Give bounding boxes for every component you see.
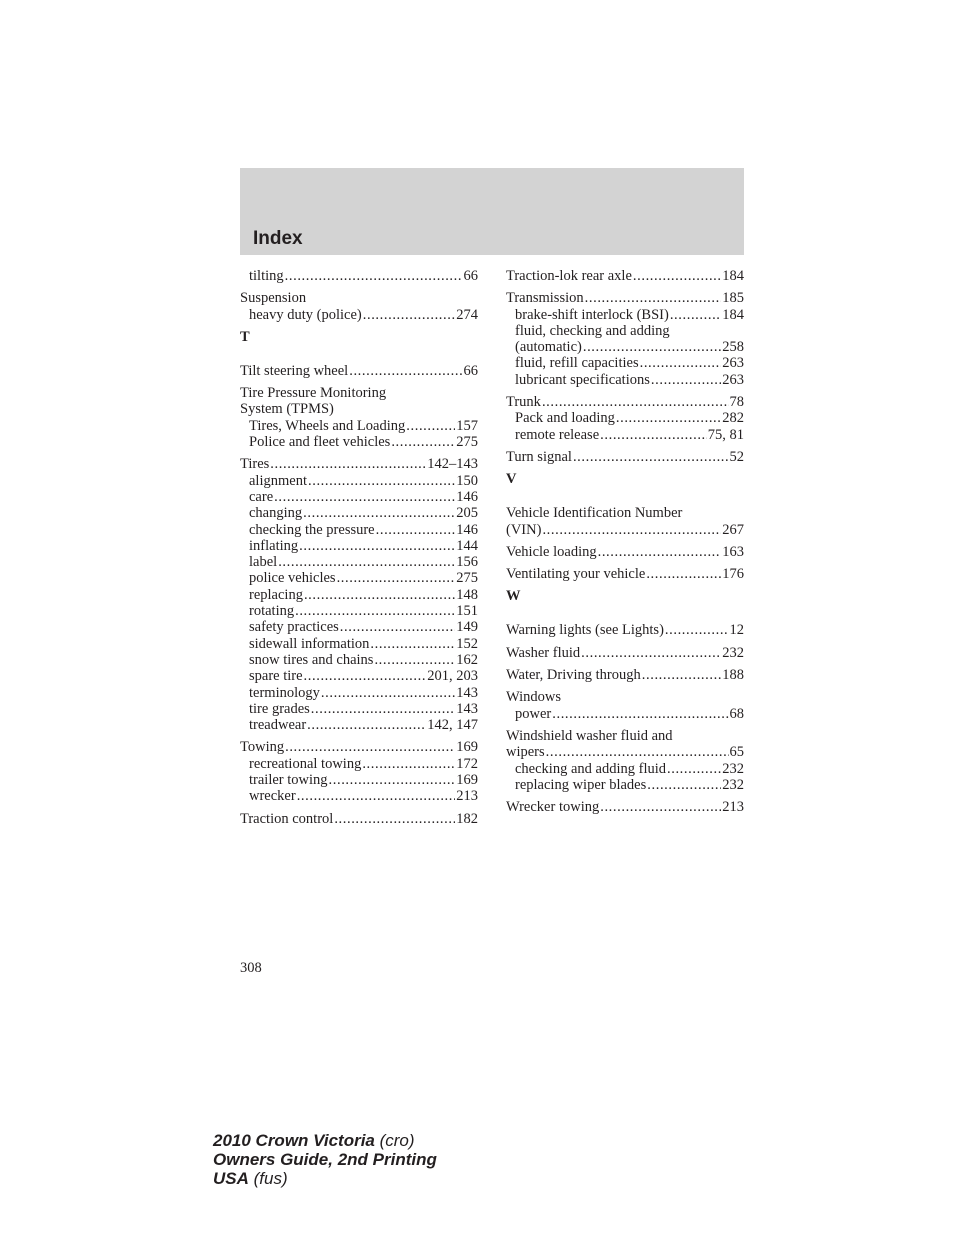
dot-leader — [667, 761, 721, 777]
index-term-line — [240, 290, 478, 306]
dot-leader — [616, 410, 721, 426]
index-page-ref: 169 — [456, 772, 478, 789]
index-page-ref: 157 — [456, 417, 478, 434]
index-page-ref: 150 — [456, 472, 478, 489]
index-page-ref: 172 — [456, 755, 478, 772]
index-term-line — [506, 268, 744, 284]
index-page-ref: 143 — [456, 700, 478, 717]
index-term: Transmission — [506, 290, 584, 307]
dot-leader — [391, 434, 455, 450]
index-term: Vehicle loading — [506, 543, 597, 560]
index-subentry — [240, 418, 478, 434]
index-subentry — [240, 473, 478, 489]
index-subentry — [240, 554, 478, 570]
index-term: Windshield washer fluid and — [506, 727, 673, 744]
index-term-line — [506, 566, 744, 582]
index-term: safety practices — [249, 619, 339, 636]
index-subentry — [240, 522, 478, 538]
index-entry — [506, 268, 744, 284]
index-page-ref: 275 — [456, 434, 478, 451]
index-subentry — [506, 761, 744, 777]
index-term-line — [240, 385, 478, 401]
index-term: snow tires and chains — [249, 651, 374, 668]
index-entry — [506, 622, 744, 638]
index-page-ref: 232 — [722, 760, 744, 777]
index-term-line — [240, 811, 478, 827]
index-term-line — [506, 667, 744, 683]
dot-leader — [585, 290, 722, 306]
index-term-line — [506, 622, 744, 638]
index-page-ref: 263 — [722, 355, 744, 372]
index-term: checking the pressure — [249, 521, 375, 538]
index-page-ref: 156 — [456, 554, 478, 571]
index-page-ref: 275 — [456, 570, 478, 587]
footer-guide: Owners Guide, 2nd Printing — [213, 1150, 437, 1169]
index-entry — [240, 268, 478, 284]
index-subentry — [240, 701, 478, 717]
index-page-ref: 176 — [722, 566, 744, 583]
dot-leader — [307, 717, 426, 733]
dot-leader — [299, 538, 455, 554]
index-subentry — [240, 772, 478, 788]
index-page-ref: 146 — [456, 521, 478, 538]
dot-leader — [670, 307, 721, 323]
index-page-ref: 78 — [729, 394, 744, 411]
dot-leader — [270, 456, 426, 472]
index-term: (automatic) — [515, 339, 582, 356]
index-entry — [506, 728, 744, 793]
dot-leader — [308, 473, 455, 489]
index-entry — [240, 290, 478, 323]
dot-leader — [651, 372, 721, 388]
index-subentry — [240, 756, 478, 772]
index-page-ref: 68 — [729, 705, 744, 722]
index-term: sidewall information — [249, 635, 370, 652]
index-subentry — [240, 307, 478, 323]
dot-leader — [311, 701, 455, 717]
index-term: checking and adding fluid — [515, 760, 666, 777]
index-term: Wrecker towing — [506, 799, 600, 816]
index-page-ref: 258 — [722, 339, 744, 356]
index-subentry — [506, 372, 744, 388]
index-entry — [506, 799, 744, 815]
footer-market-code: (fus) — [248, 1169, 288, 1188]
index-term: alignment — [249, 472, 307, 489]
index-entry — [240, 385, 478, 450]
index-subentry — [240, 505, 478, 521]
index-entry — [506, 544, 744, 560]
index-page-ref: 149 — [456, 619, 478, 636]
index-term: terminology — [249, 684, 320, 701]
index-page-ref: 142, 147 — [427, 717, 478, 734]
index-term-line — [506, 505, 744, 521]
index-subentry — [506, 323, 744, 339]
index-term: Traction-lok rear axle — [506, 268, 632, 284]
index-subentry — [506, 410, 744, 426]
index-page-ref: 142–143 — [427, 456, 478, 473]
dot-leader — [376, 522, 456, 538]
index-entry — [240, 363, 478, 379]
index-column-right — [506, 268, 744, 821]
index-letter-heading: W — [506, 588, 521, 605]
index-letter-heading: T — [240, 328, 250, 345]
index-term: Traction control — [240, 810, 334, 827]
page-title: Index — [253, 228, 303, 249]
index-page-ref: 201, 203 — [427, 668, 478, 685]
dot-leader — [546, 744, 729, 760]
index-subentry — [506, 427, 744, 443]
index-term: replacing — [249, 586, 303, 603]
index-term-line — [506, 728, 744, 744]
dot-leader — [647, 777, 721, 793]
index-term: changing — [249, 505, 303, 522]
index-entry — [240, 739, 478, 804]
index-term: Suspension — [240, 290, 307, 307]
index-page-ref: 184 — [722, 268, 744, 284]
index-term: Warning lights (see Lights) — [506, 622, 664, 639]
index-term: tire grades — [249, 700, 310, 717]
index-term-line — [506, 544, 744, 560]
dot-leader — [370, 636, 455, 652]
dot-leader — [583, 339, 721, 355]
dot-leader — [303, 505, 455, 521]
index-entry — [506, 667, 744, 683]
dot-leader — [542, 522, 721, 538]
index-term-line — [240, 456, 478, 472]
dot-leader — [362, 756, 455, 772]
index-subentry — [240, 570, 478, 586]
index-term: Water, Driving through — [506, 667, 641, 684]
index-term-line — [506, 290, 744, 306]
dot-leader — [278, 554, 455, 570]
index-term: Tires, Wheels and Loading — [249, 417, 406, 434]
index-entry — [506, 394, 744, 443]
index-subentry — [506, 307, 744, 323]
index-term-line — [506, 645, 744, 661]
index-page-ref: 213 — [722, 799, 744, 816]
index-entry — [506, 645, 744, 661]
index-term-line — [506, 799, 744, 815]
index-page-ref: 169 — [456, 739, 478, 756]
footer-model: 2010 Crown Victoria — [213, 1131, 375, 1150]
index-subentry — [240, 788, 478, 804]
index-term: label — [249, 554, 278, 571]
index-subentry — [240, 268, 478, 284]
dot-leader — [295, 603, 455, 619]
index-term: Turn signal — [506, 448, 572, 465]
index-subentry — [240, 685, 478, 701]
dot-leader — [363, 307, 456, 323]
index-page-ref: 188 — [722, 667, 744, 684]
header-band — [240, 168, 744, 255]
dot-leader — [633, 268, 721, 284]
index-term: police vehicles — [249, 570, 336, 587]
index-page-ref: 143 — [456, 684, 478, 701]
dot-leader — [285, 268, 463, 284]
dot-leader — [274, 489, 455, 505]
index-term: fluid, refill capacities — [515, 355, 639, 372]
dot-leader — [581, 645, 721, 661]
index-page-ref: 274 — [456, 306, 478, 323]
dot-leader — [640, 355, 722, 371]
index-page-ref: 75, 81 — [707, 426, 744, 443]
index-term: Pack and loading — [515, 410, 615, 427]
dot-leader — [334, 811, 455, 827]
index-page-ref: 182 — [456, 810, 478, 827]
dot-leader — [542, 394, 729, 410]
dot-leader — [552, 706, 728, 722]
index-page-ref: 213 — [456, 788, 478, 805]
index-page-ref: 232 — [722, 776, 744, 793]
index-subentry — [240, 652, 478, 668]
index-term: care — [249, 488, 274, 505]
index-term: brake-shift interlock (BSI) — [515, 306, 669, 323]
index-term: trailer towing — [249, 772, 328, 789]
index-term: recreational towing — [249, 755, 362, 772]
index-term: heavy duty (police) — [249, 306, 362, 323]
dot-leader — [321, 685, 455, 701]
index-term-line — [506, 394, 744, 410]
index-entry — [240, 456, 478, 733]
dot-leader — [337, 570, 456, 586]
index-term: lubricant specifications — [515, 371, 650, 388]
index-term: Ventilating your vehicle — [506, 566, 646, 583]
index-entry — [506, 449, 744, 465]
index-subentry — [506, 706, 744, 722]
index-letter-heading: V — [506, 471, 517, 488]
index-subentry — [506, 355, 744, 371]
index-subentry — [240, 619, 478, 635]
index-term: tilting — [249, 268, 284, 284]
index-term-line — [240, 401, 478, 417]
index-subentry — [240, 668, 478, 684]
index-page-ref: 66 — [463, 268, 478, 284]
index-page-ref: 232 — [722, 644, 744, 661]
index-page-ref: 162 — [456, 651, 478, 668]
index-page-ref: 146 — [456, 488, 478, 505]
footer-model-code: (cro) — [374, 1131, 415, 1150]
index-page-ref: 163 — [722, 543, 744, 560]
footer-market: USA — [213, 1169, 249, 1188]
footer — [213, 1131, 437, 1188]
index-subentry — [240, 603, 478, 619]
dot-leader — [374, 652, 455, 668]
index-subentry — [240, 717, 478, 733]
dot-leader — [646, 566, 721, 582]
index-term: Washer fluid — [506, 644, 581, 661]
index-term: replacing wiper blades — [515, 776, 647, 793]
index-term: fluid, checking and adding — [515, 322, 670, 339]
index-term: spare tire — [249, 668, 303, 685]
index-subentry — [240, 489, 478, 505]
index-page-ref: 144 — [456, 537, 478, 554]
index-term-line — [240, 363, 478, 379]
index-term: rotating — [249, 603, 295, 620]
index-term: treadwear — [249, 717, 307, 734]
index-term: Tires — [240, 456, 270, 473]
index-page-ref: 152 — [456, 635, 478, 652]
index-term: System (TPMS) — [240, 401, 334, 418]
index-column-left — [240, 268, 478, 833]
index-term: wrecker — [249, 788, 296, 805]
index-subentry — [240, 636, 478, 652]
index-term-line — [506, 522, 744, 538]
index-subentry — [506, 777, 744, 793]
dot-leader — [304, 668, 427, 684]
dot-leader — [329, 772, 456, 788]
index-term-line — [506, 744, 744, 760]
index-entry — [506, 689, 744, 722]
index-term: Vehicle Identification Number — [506, 505, 683, 522]
index-term: Towing — [240, 739, 285, 756]
index-term: Tilt steering wheel — [240, 362, 349, 379]
dot-leader — [304, 587, 455, 603]
dot-leader — [642, 667, 721, 683]
dot-leader — [349, 363, 462, 379]
index-page-ref: 148 — [456, 586, 478, 603]
dot-leader — [600, 427, 707, 443]
index-page-ref: 184 — [722, 306, 744, 323]
index-page-ref: 66 — [463, 362, 478, 379]
index-page-ref: 185 — [722, 290, 744, 307]
index-term: Tire Pressure Monitoring — [240, 385, 387, 402]
index-subentry — [506, 339, 744, 355]
index-term-line — [506, 449, 744, 465]
index-subentry — [240, 538, 478, 554]
page-number: 308 — [240, 960, 262, 976]
index-page-ref: 65 — [729, 744, 744, 761]
index-page-ref: 151 — [456, 603, 478, 620]
dot-leader — [600, 799, 721, 815]
index-term: Windows — [506, 689, 561, 706]
index-subentry — [240, 587, 478, 603]
index-page-ref: 205 — [456, 505, 478, 522]
index-subentry — [240, 434, 478, 450]
index-entry — [506, 566, 744, 582]
index-entry — [240, 811, 478, 827]
index-term: inflating — [249, 537, 299, 554]
dot-leader — [598, 544, 722, 560]
index-term: remote release — [515, 426, 600, 443]
index-entry — [506, 290, 744, 388]
dot-leader — [340, 619, 455, 635]
index-term: power — [515, 705, 552, 722]
dot-leader — [297, 788, 456, 804]
dot-leader — [406, 418, 455, 434]
dot-leader — [285, 739, 455, 755]
index-term-line — [240, 739, 478, 755]
dot-leader — [573, 449, 729, 465]
index-page-ref: 263 — [722, 371, 744, 388]
index-page-ref: 282 — [722, 410, 744, 427]
index-entry — [506, 505, 744, 538]
index-term: wipers — [506, 744, 545, 761]
index-page-ref: 52 — [729, 448, 744, 465]
index-term: Trunk — [506, 394, 541, 411]
index-page-ref: 12 — [729, 622, 744, 639]
index-term-line — [506, 689, 744, 705]
dot-leader — [665, 622, 729, 638]
index-term: Police and fleet vehicles — [249, 434, 391, 451]
index-page-ref: 267 — [722, 521, 744, 538]
index-term: (VIN) — [506, 521, 542, 538]
